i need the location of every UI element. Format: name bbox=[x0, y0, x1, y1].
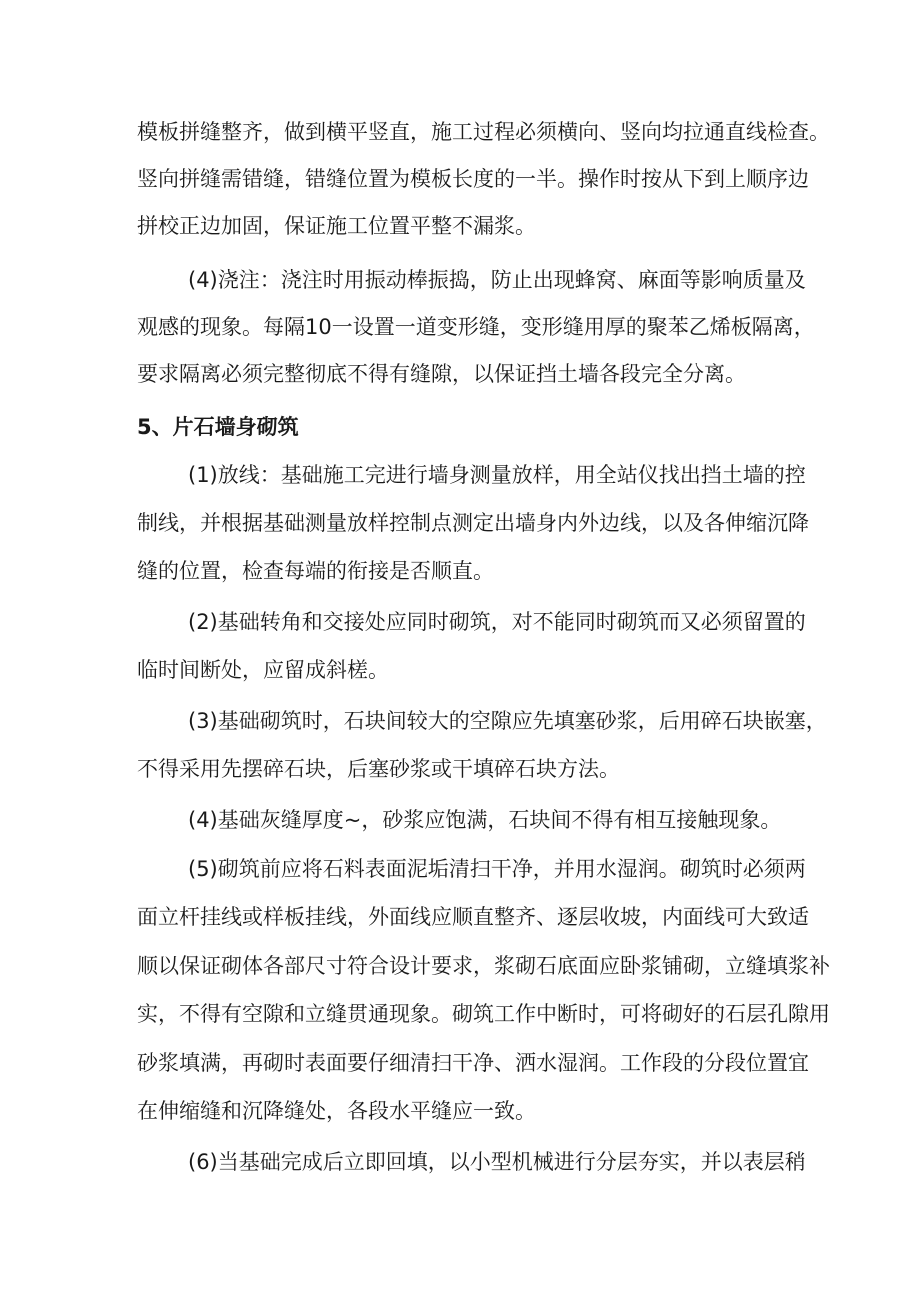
text-line: 竖向拼缝需错缝，错缝位置为模板长度的一半。操作时按从下到上顺序边 bbox=[137, 167, 809, 191]
text-line: (5)砌筑前应将石料表面泥垢清扫干净，并用水湿润。砌筑时必须两 bbox=[188, 857, 806, 881]
text-line: 不得采用先摆碎石块，后塞砂浆或干填碎石块方法。 bbox=[137, 757, 620, 781]
text-line: (4)基础灰缝厚度~，砂浆应饱满，石块间不得有相互接触现象。 bbox=[188, 808, 782, 832]
text-line: 缝的位置，检查每端的衔接是否顺直。 bbox=[137, 559, 494, 583]
text-line: 制线，并根据基础测量放样控制点测定出墙身内外边线，以及各伸缩沉降 bbox=[137, 511, 809, 535]
text-line: 砂浆填满，再砌时表面要仔细清扫干净、洒水湿润。工作段的分段位置宜 bbox=[137, 1051, 809, 1075]
text-line: 实，不得有空隙和立缝贯通现象。砌筑工作中断时，可将砌好的石层孔隙用 bbox=[137, 1002, 830, 1026]
text-line: 要求隔离必须完整彻底不得有缝隙，以保证挡土墙各段完全分离。 bbox=[137, 362, 746, 386]
text-line: (2)基础转角和交接处应同时砌筑，对不能同时砌筑而又必须留置的 bbox=[188, 610, 806, 634]
text-line: (4)浇注：浇注时用振动棒振捣，防止出现蜂窝、麻面等影响质量及 bbox=[188, 268, 806, 292]
text-line: 面立杆挂线或样板挂线，外面线应顺直整齐、逐层收坡，内面线可大致适 bbox=[137, 905, 809, 929]
text-line: 在伸缩缝和沉降缝处，各段水平缝应一致。 bbox=[137, 1099, 536, 1123]
text-line: 观感的现象。每隔10一设置一道变形缝，变形缝用厚的聚苯乙烯板隔离， bbox=[137, 315, 815, 339]
text-line: 顺以保证砌体各部尺寸符合设计要求，浆砌石底面应卧浆铺砌，立缝填浆补 bbox=[137, 954, 830, 978]
text-line: 临时间断处，应留成斜槎。 bbox=[137, 658, 389, 682]
text-line: (6)当基础完成后立即回填，以小型机械进行分层夯实，并以表层稍 bbox=[188, 1150, 806, 1174]
text-line: 拼校正边加固，保证施工位置平整不漏浆。 bbox=[137, 214, 536, 238]
text-line: (1)放线：基础施工完进行墙身测量放样，用全站仪找出挡土墙的控 bbox=[188, 463, 806, 487]
text-line: (3)基础砌筑时，石块间较大的空隙应先填塞砂浆，后用碎石块嵌塞， bbox=[188, 709, 827, 733]
text-line: 模板拼缝整齐，做到横平竖直，施工过程必须横向、竖向均拉通直线检查。 bbox=[137, 120, 830, 144]
section-heading: 5、片石墙身砌筑 bbox=[137, 415, 299, 439]
